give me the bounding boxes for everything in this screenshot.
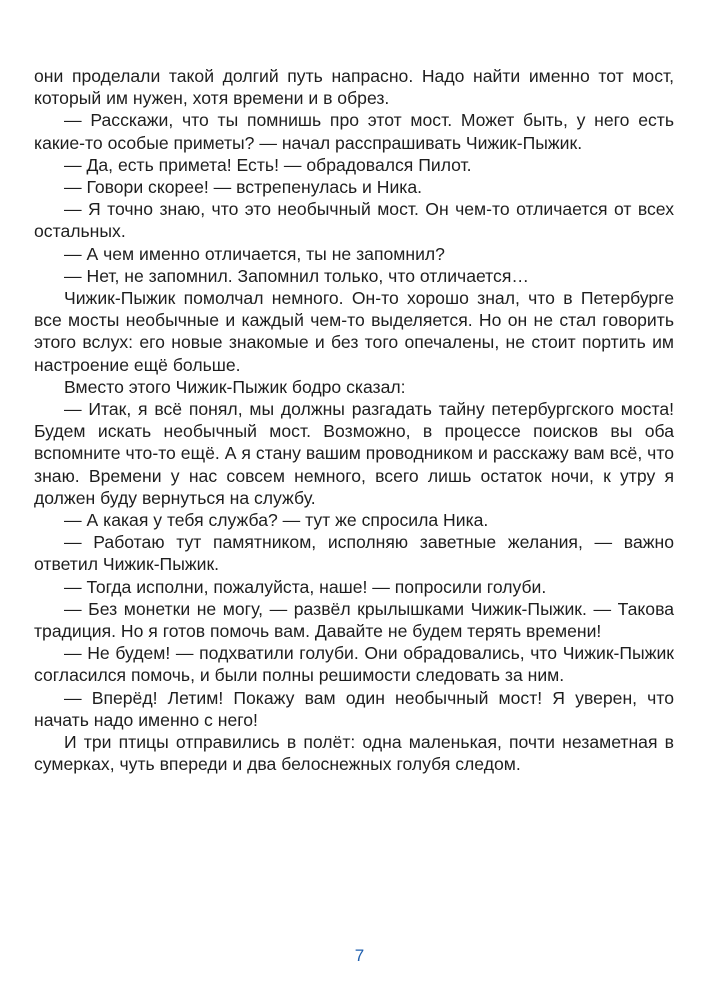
paragraph: — Работаю тут памятником, исполняю заветные желания, — важно ответил Чижик-Пыжик. <box>34 532 674 575</box>
paragraph: — Расскажи, что ты помнишь про этот мост. Может быть, у него есть какие-то особые приметы? — начал расспрашивать Чижик-Пыжик. <box>34 110 674 153</box>
paragraph: — Вперёд! Летим! Покажу вам один необычный мост! Я уверен, что начать надо именно с него! <box>34 687 674 730</box>
paragraph: — Итак, я всё понял, мы должны разгадать тайну петербургского моста! Будем искать необычный мост. Возможно, в процессе поисков вы оба вспомните что-то ещё. А я стану вашим проводником и расскажу вам всё, что знаю. Времени у нас совсем немного, всего лишь остаток ночи, к утру я должен буду вернуться на службу. <box>34 399 674 508</box>
paragraph: Чижик-Пыжик помолчал немного. Он-то хорошо знал, что в Петербурге все мосты необычные и каждый чем-то выделяется. Но он не стал говорить этого вслух: его новые знакомые и без того опечалены, не стоит портить им настроение ещё больше. <box>34 288 674 375</box>
paragraph: — Без монетки не могу, — развёл крылышками Чижик-Пыжик. — Такова традиция. Но я готов помочь вам. Давайте не будем терять времени! <box>34 598 674 642</box>
paragraph: Вместо этого Чижик-Пыжик бодро сказал: <box>64 376 406 397</box>
paragraph: — Не будем! — подхватили голуби. Они обрадовались, что Чижик-Пыжик согласился помочь, и были полны решимости следовать за ним. <box>34 643 674 686</box>
paragraph: — Тогда исполни, пожалуйста, наше! — попросили голуби. <box>64 576 547 597</box>
paragraph: — Я точно знаю, что это необычный мост. Он чем-то отличается от всех остальных. <box>34 199 674 242</box>
paragraph: — Нет, не запомнил. Запомнил только, что отличается… <box>64 265 529 286</box>
paragraph: — Да, есть примета! Есть! — обрадовался Пилот. <box>64 154 472 175</box>
paragraph: — А чем именно отличается, ты не запомнил? <box>64 243 445 264</box>
paragraph: — Говори скорее! — встрепенулась и Ника. <box>64 177 423 198</box>
body-text <box>34 65 674 776</box>
paragraph: — А какая у тебя служба? — тут же спросила Ника. <box>64 510 489 531</box>
paragraph: И три птицы отправились в полёт: одна маленькая, почти незаметная в сумерках, чуть впереди и два белоснежных голубя следом. <box>34 732 674 775</box>
paragraph: они проделали такой долгий путь напрасно. Надо найти именно тот мост, который им нужен, хотя времени и в обрез. <box>34 66 674 109</box>
page-number: 7 <box>354 946 365 965</box>
